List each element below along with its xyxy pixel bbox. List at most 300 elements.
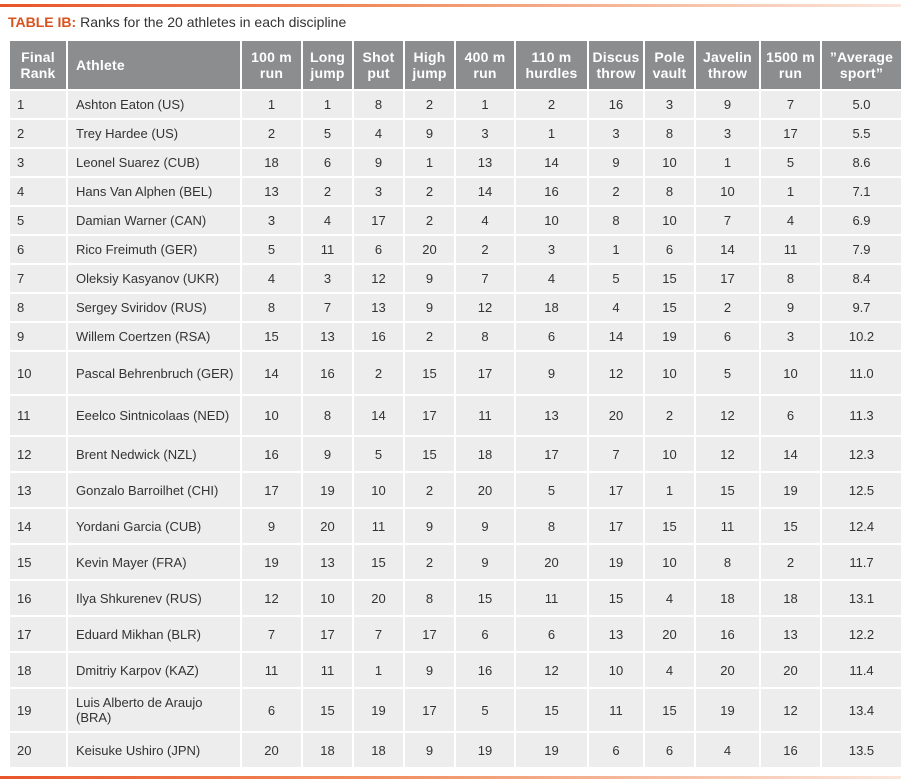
cell-final-rank: 20 — [10, 733, 66, 767]
cell-javelin-throw: 17 — [696, 265, 759, 292]
cell-pole-vault: 19 — [645, 323, 694, 350]
cell-1500m-run: 15 — [761, 509, 820, 543]
cell-average-sport: 11.7 — [822, 545, 901, 579]
cell-high-jump: 9 — [405, 733, 454, 767]
cell-high-jump: 1 — [405, 149, 454, 176]
cell-shot-put: 5 — [354, 437, 403, 471]
cell-final-rank: 19 — [10, 689, 66, 731]
cell-shot-put: 6 — [354, 236, 403, 263]
column-header-average-sport: ”Average sport” — [822, 41, 901, 89]
table-row — [10, 396, 901, 435]
cell-1500m-run: 10 — [761, 352, 820, 394]
cell-long-jump: 15 — [303, 689, 352, 731]
cell-high-jump: 9 — [405, 265, 454, 292]
cell-high-jump: 8 — [405, 581, 454, 615]
cell-long-jump: 4 — [303, 207, 352, 234]
cell-110m-hurdles: 17 — [516, 437, 587, 471]
cell-discus-throw: 3 — [589, 120, 643, 147]
cell-long-jump: 8 — [303, 396, 352, 435]
table-caption-text: Ranks for the 20 athletes in each discipline — [80, 14, 347, 30]
cell-400m-run: 20 — [456, 473, 514, 507]
cell-high-jump: 9 — [405, 509, 454, 543]
cell-pole-vault: 4 — [645, 581, 694, 615]
cell-110m-hurdles: 6 — [516, 323, 587, 350]
cell-1500m-run: 17 — [761, 120, 820, 147]
cell-110m-hurdles: 5 — [516, 473, 587, 507]
cell-final-rank: 16 — [10, 581, 66, 615]
cell-1500m-run: 3 — [761, 323, 820, 350]
cell-pole-vault: 10 — [645, 437, 694, 471]
cell-average-sport: 7.9 — [822, 236, 901, 263]
cell-athlete: Hans Van Alphen (BEL) — [68, 178, 240, 205]
cell-final-rank: 8 — [10, 294, 66, 321]
table-row — [10, 545, 901, 579]
header-row — [10, 41, 901, 89]
cell-discus-throw: 17 — [589, 473, 643, 507]
cell-400m-run: 18 — [456, 437, 514, 471]
column-header-high-jump: High jump — [405, 41, 454, 89]
cell-javelin-throw: 9 — [696, 91, 759, 118]
cell-final-rank: 7 — [10, 265, 66, 292]
cell-javelin-throw: 8 — [696, 545, 759, 579]
cell-pole-vault: 15 — [645, 509, 694, 543]
table-row — [10, 689, 901, 731]
cell-average-sport: 9.7 — [822, 294, 901, 321]
cell-javelin-throw: 5 — [696, 352, 759, 394]
cell-100m-run: 4 — [242, 265, 301, 292]
cell-400m-run: 11 — [456, 396, 514, 435]
cell-1500m-run: 14 — [761, 437, 820, 471]
cell-100m-run: 10 — [242, 396, 301, 435]
column-header-pole-vault: Pole vault — [645, 41, 694, 89]
cell-1500m-run: 16 — [761, 733, 820, 767]
cell-athlete: Damian Warner (CAN) — [68, 207, 240, 234]
cell-100m-run: 13 — [242, 178, 301, 205]
table-row — [10, 178, 901, 205]
cell-pole-vault: 6 — [645, 733, 694, 767]
table-caption — [8, 12, 346, 32]
cell-average-sport: 5.5 — [822, 120, 901, 147]
cell-shot-put: 3 — [354, 178, 403, 205]
table-row — [10, 207, 901, 234]
table-row — [10, 733, 901, 767]
cell-final-rank: 10 — [10, 352, 66, 394]
cell-1500m-run: 9 — [761, 294, 820, 321]
cell-high-jump: 2 — [405, 207, 454, 234]
cell-long-jump: 10 — [303, 581, 352, 615]
cell-high-jump: 2 — [405, 178, 454, 205]
column-header-400m-run: 400 m run — [456, 41, 514, 89]
cell-javelin-throw: 18 — [696, 581, 759, 615]
cell-100m-run: 11 — [242, 653, 301, 687]
table-row — [10, 581, 901, 615]
cell-400m-run: 15 — [456, 581, 514, 615]
cell-high-jump: 2 — [405, 91, 454, 118]
cell-400m-run: 17 — [456, 352, 514, 394]
cell-100m-run: 9 — [242, 509, 301, 543]
cell-400m-run: 8 — [456, 323, 514, 350]
cell-pole-vault: 10 — [645, 207, 694, 234]
cell-long-jump: 3 — [303, 265, 352, 292]
cell-shot-put: 4 — [354, 120, 403, 147]
column-header-110m-hurdles: 110 m hurdles — [516, 41, 587, 89]
cell-long-jump: 5 — [303, 120, 352, 147]
athlete-ranks-table — [8, 39, 901, 769]
cell-110m-hurdles: 16 — [516, 178, 587, 205]
cell-athlete: Eeelco Sintnicolaas (NED) — [68, 396, 240, 435]
cell-400m-run: 7 — [456, 265, 514, 292]
cell-javelin-throw: 12 — [696, 437, 759, 471]
cell-shot-put: 12 — [354, 265, 403, 292]
cell-pole-vault: 10 — [645, 545, 694, 579]
cell-1500m-run: 12 — [761, 689, 820, 731]
cell-400m-run: 5 — [456, 689, 514, 731]
cell-110m-hurdles: 12 — [516, 653, 587, 687]
bottom-accent-rule — [0, 776, 901, 779]
cell-final-rank: 18 — [10, 653, 66, 687]
cell-discus-throw: 11 — [589, 689, 643, 731]
cell-athlete: Ashton Eaton (US) — [68, 91, 240, 118]
cell-athlete: Trey Hardee (US) — [68, 120, 240, 147]
cell-javelin-throw: 12 — [696, 396, 759, 435]
cell-athlete: Ilya Shkurenev (RUS) — [68, 581, 240, 615]
cell-average-sport: 12.4 — [822, 509, 901, 543]
cell-1500m-run: 11 — [761, 236, 820, 263]
cell-400m-run: 4 — [456, 207, 514, 234]
cell-shot-put: 16 — [354, 323, 403, 350]
cell-100m-run: 12 — [242, 581, 301, 615]
cell-100m-run: 20 — [242, 733, 301, 767]
cell-pole-vault: 10 — [645, 149, 694, 176]
cell-shot-put: 15 — [354, 545, 403, 579]
cell-javelin-throw: 16 — [696, 617, 759, 651]
cell-final-rank: 17 — [10, 617, 66, 651]
cell-discus-throw: 17 — [589, 509, 643, 543]
table-row — [10, 149, 901, 176]
cell-average-sport: 6.9 — [822, 207, 901, 234]
cell-shot-put: 11 — [354, 509, 403, 543]
cell-average-sport: 12.2 — [822, 617, 901, 651]
cell-400m-run: 12 — [456, 294, 514, 321]
cell-athlete: Brent Nedwick (NZL) — [68, 437, 240, 471]
cell-100m-run: 7 — [242, 617, 301, 651]
cell-110m-hurdles: 15 — [516, 689, 587, 731]
cell-high-jump: 9 — [405, 120, 454, 147]
cell-110m-hurdles: 6 — [516, 617, 587, 651]
cell-long-jump: 17 — [303, 617, 352, 651]
cell-high-jump: 2 — [405, 473, 454, 507]
cell-pole-vault: 3 — [645, 91, 694, 118]
cell-pole-vault: 20 — [645, 617, 694, 651]
cell-100m-run: 1 — [242, 91, 301, 118]
column-header-100m-run: 100 m run — [242, 41, 301, 89]
cell-average-sport: 11.3 — [822, 396, 901, 435]
cell-discus-throw: 6 — [589, 733, 643, 767]
top-accent-rule — [0, 4, 901, 7]
cell-discus-throw: 1 — [589, 236, 643, 263]
cell-high-jump: 17 — [405, 689, 454, 731]
cell-javelin-throw: 1 — [696, 149, 759, 176]
cell-average-sport: 5.0 — [822, 91, 901, 118]
cell-athlete: Leonel Suarez (CUB) — [68, 149, 240, 176]
cell-110m-hurdles: 8 — [516, 509, 587, 543]
cell-discus-throw: 4 — [589, 294, 643, 321]
cell-high-jump: 2 — [405, 545, 454, 579]
cell-pole-vault: 1 — [645, 473, 694, 507]
cell-pole-vault: 8 — [645, 178, 694, 205]
cell-1500m-run: 6 — [761, 396, 820, 435]
cell-discus-throw: 8 — [589, 207, 643, 234]
cell-long-jump: 2 — [303, 178, 352, 205]
cell-discus-throw: 2 — [589, 178, 643, 205]
cell-1500m-run: 5 — [761, 149, 820, 176]
cell-110m-hurdles: 3 — [516, 236, 587, 263]
cell-discus-throw: 10 — [589, 653, 643, 687]
cell-100m-run: 6 — [242, 689, 301, 731]
cell-1500m-run: 7 — [761, 91, 820, 118]
cell-110m-hurdles: 20 — [516, 545, 587, 579]
cell-athlete: Yordani Garcia (CUB) — [68, 509, 240, 543]
table-caption-label: TABLE IB: — [8, 14, 77, 30]
cell-110m-hurdles: 14 — [516, 149, 587, 176]
cell-average-sport: 13.5 — [822, 733, 901, 767]
cell-shot-put: 9 — [354, 149, 403, 176]
cell-long-jump: 16 — [303, 352, 352, 394]
cell-100m-run: 8 — [242, 294, 301, 321]
table-row — [10, 91, 901, 118]
cell-shot-put: 20 — [354, 581, 403, 615]
cell-average-sport: 7.1 — [822, 178, 901, 205]
cell-final-rank: 15 — [10, 545, 66, 579]
cell-athlete: Oleksiy Kasyanov (UKR) — [68, 265, 240, 292]
cell-high-jump: 17 — [405, 396, 454, 435]
cell-final-rank: 1 — [10, 91, 66, 118]
cell-long-jump: 11 — [303, 236, 352, 263]
cell-shot-put: 14 — [354, 396, 403, 435]
cell-javelin-throw: 19 — [696, 689, 759, 731]
cell-javelin-throw: 4 — [696, 733, 759, 767]
cell-long-jump: 6 — [303, 149, 352, 176]
cell-javelin-throw: 15 — [696, 473, 759, 507]
cell-average-sport: 10.2 — [822, 323, 901, 350]
cell-final-rank: 13 — [10, 473, 66, 507]
cell-high-jump: 2 — [405, 323, 454, 350]
cell-110m-hurdles: 19 — [516, 733, 587, 767]
cell-100m-run: 3 — [242, 207, 301, 234]
table-row — [10, 653, 901, 687]
cell-athlete: Kevin Mayer (FRA) — [68, 545, 240, 579]
cell-shot-put: 1 — [354, 653, 403, 687]
cell-110m-hurdles: 9 — [516, 352, 587, 394]
cell-110m-hurdles: 2 — [516, 91, 587, 118]
cell-shot-put: 7 — [354, 617, 403, 651]
cell-shot-put: 18 — [354, 733, 403, 767]
cell-100m-run: 2 — [242, 120, 301, 147]
cell-long-jump: 1 — [303, 91, 352, 118]
table-row — [10, 265, 901, 292]
cell-long-jump: 11 — [303, 653, 352, 687]
cell-1500m-run: 4 — [761, 207, 820, 234]
cell-1500m-run: 13 — [761, 617, 820, 651]
column-header-1500m-run: 1500 m run — [761, 41, 820, 89]
cell-final-rank: 2 — [10, 120, 66, 147]
cell-400m-run: 2 — [456, 236, 514, 263]
cell-discus-throw: 20 — [589, 396, 643, 435]
cell-shot-put: 2 — [354, 352, 403, 394]
cell-shot-put: 8 — [354, 91, 403, 118]
cell-high-jump: 9 — [405, 294, 454, 321]
cell-high-jump: 15 — [405, 437, 454, 471]
cell-average-sport: 12.5 — [822, 473, 901, 507]
cell-athlete: Luis Alberto de Araujo (BRA) — [68, 689, 240, 731]
cell-long-jump: 19 — [303, 473, 352, 507]
cell-final-rank: 6 — [10, 236, 66, 263]
cell-1500m-run: 19 — [761, 473, 820, 507]
table-row — [10, 509, 901, 543]
cell-javelin-throw: 7 — [696, 207, 759, 234]
cell-110m-hurdles: 1 — [516, 120, 587, 147]
cell-average-sport: 12.3 — [822, 437, 901, 471]
cell-shot-put: 10 — [354, 473, 403, 507]
table-body — [10, 91, 901, 767]
cell-athlete: Eduard Mikhan (BLR) — [68, 617, 240, 651]
cell-1500m-run: 18 — [761, 581, 820, 615]
cell-100m-run: 19 — [242, 545, 301, 579]
cell-high-jump: 15 — [405, 352, 454, 394]
cell-discus-throw: 5 — [589, 265, 643, 292]
cell-average-sport: 11.4 — [822, 653, 901, 687]
column-header-shot-put: Shot put — [354, 41, 403, 89]
cell-110m-hurdles: 4 — [516, 265, 587, 292]
cell-average-sport: 8.6 — [822, 149, 901, 176]
cell-athlete: Willem Coertzen (RSA) — [68, 323, 240, 350]
cell-final-rank: 5 — [10, 207, 66, 234]
cell-javelin-throw: 10 — [696, 178, 759, 205]
cell-high-jump: 9 — [405, 653, 454, 687]
cell-final-rank: 9 — [10, 323, 66, 350]
cell-1500m-run: 1 — [761, 178, 820, 205]
cell-shot-put: 19 — [354, 689, 403, 731]
cell-discus-throw: 12 — [589, 352, 643, 394]
cell-shot-put: 13 — [354, 294, 403, 321]
cell-110m-hurdles: 11 — [516, 581, 587, 615]
cell-400m-run: 9 — [456, 545, 514, 579]
cell-110m-hurdles: 13 — [516, 396, 587, 435]
table-row — [10, 294, 901, 321]
cell-javelin-throw: 2 — [696, 294, 759, 321]
cell-100m-run: 17 — [242, 473, 301, 507]
cell-400m-run: 14 — [456, 178, 514, 205]
cell-discus-throw: 13 — [589, 617, 643, 651]
column-header-long-jump: Long jump — [303, 41, 352, 89]
table-header — [10, 41, 901, 89]
table-row — [10, 437, 901, 471]
cell-pole-vault: 4 — [645, 653, 694, 687]
cell-javelin-throw: 14 — [696, 236, 759, 263]
cell-400m-run: 13 — [456, 149, 514, 176]
column-header-final-rank: Final Rank — [10, 41, 66, 89]
cell-400m-run: 9 — [456, 509, 514, 543]
cell-pole-vault: 10 — [645, 352, 694, 394]
cell-400m-run: 6 — [456, 617, 514, 651]
cell-discus-throw: 16 — [589, 91, 643, 118]
cell-javelin-throw: 3 — [696, 120, 759, 147]
cell-javelin-throw: 20 — [696, 653, 759, 687]
cell-athlete: Keisuke Ushiro (JPN) — [68, 733, 240, 767]
cell-long-jump: 7 — [303, 294, 352, 321]
cell-100m-run: 16 — [242, 437, 301, 471]
cell-long-jump: 13 — [303, 545, 352, 579]
cell-long-jump: 13 — [303, 323, 352, 350]
cell-400m-run: 1 — [456, 91, 514, 118]
cell-400m-run: 19 — [456, 733, 514, 767]
cell-average-sport: 13.4 — [822, 689, 901, 731]
cell-pole-vault: 15 — [645, 294, 694, 321]
table-row — [10, 236, 901, 263]
table-row — [10, 352, 901, 394]
cell-final-rank: 14 — [10, 509, 66, 543]
cell-final-rank: 3 — [10, 149, 66, 176]
cell-discus-throw: 9 — [589, 149, 643, 176]
cell-average-sport: 13.1 — [822, 581, 901, 615]
cell-average-sport: 8.4 — [822, 265, 901, 292]
cell-long-jump: 18 — [303, 733, 352, 767]
cell-1500m-run: 8 — [761, 265, 820, 292]
cell-high-jump: 17 — [405, 617, 454, 651]
cell-final-rank: 12 — [10, 437, 66, 471]
cell-400m-run: 16 — [456, 653, 514, 687]
table-row — [10, 323, 901, 350]
cell-athlete: Dmitriy Karpov (KAZ) — [68, 653, 240, 687]
cell-100m-run: 15 — [242, 323, 301, 350]
cell-athlete: Pascal Behrenbruch (GER) — [68, 352, 240, 394]
cell-100m-run: 14 — [242, 352, 301, 394]
cell-shot-put: 17 — [354, 207, 403, 234]
cell-100m-run: 5 — [242, 236, 301, 263]
cell-1500m-run: 2 — [761, 545, 820, 579]
column-header-discus-throw: Discus throw — [589, 41, 643, 89]
cell-pole-vault: 15 — [645, 265, 694, 292]
cell-javelin-throw: 6 — [696, 323, 759, 350]
table-row — [10, 473, 901, 507]
cell-discus-throw: 15 — [589, 581, 643, 615]
cell-pole-vault: 8 — [645, 120, 694, 147]
cell-pole-vault: 2 — [645, 396, 694, 435]
cell-athlete: Rico Freimuth (GER) — [68, 236, 240, 263]
cell-final-rank: 11 — [10, 396, 66, 435]
column-header-javelin-throw: Javelin throw — [696, 41, 759, 89]
cell-athlete: Gonzalo Barroilhet (CHI) — [68, 473, 240, 507]
cell-400m-run: 3 — [456, 120, 514, 147]
cell-110m-hurdles: 18 — [516, 294, 587, 321]
cell-long-jump: 9 — [303, 437, 352, 471]
cell-discus-throw: 14 — [589, 323, 643, 350]
cell-110m-hurdles: 10 — [516, 207, 587, 234]
cell-pole-vault: 15 — [645, 689, 694, 731]
cell-discus-throw: 7 — [589, 437, 643, 471]
cell-pole-vault: 6 — [645, 236, 694, 263]
column-header-athlete: Athlete — [68, 41, 240, 89]
table-row — [10, 617, 901, 651]
cell-javelin-throw: 11 — [696, 509, 759, 543]
table-row — [10, 120, 901, 147]
cell-1500m-run: 20 — [761, 653, 820, 687]
cell-long-jump: 20 — [303, 509, 352, 543]
cell-final-rank: 4 — [10, 178, 66, 205]
cell-high-jump: 20 — [405, 236, 454, 263]
cell-discus-throw: 19 — [589, 545, 643, 579]
cell-average-sport: 11.0 — [822, 352, 901, 394]
